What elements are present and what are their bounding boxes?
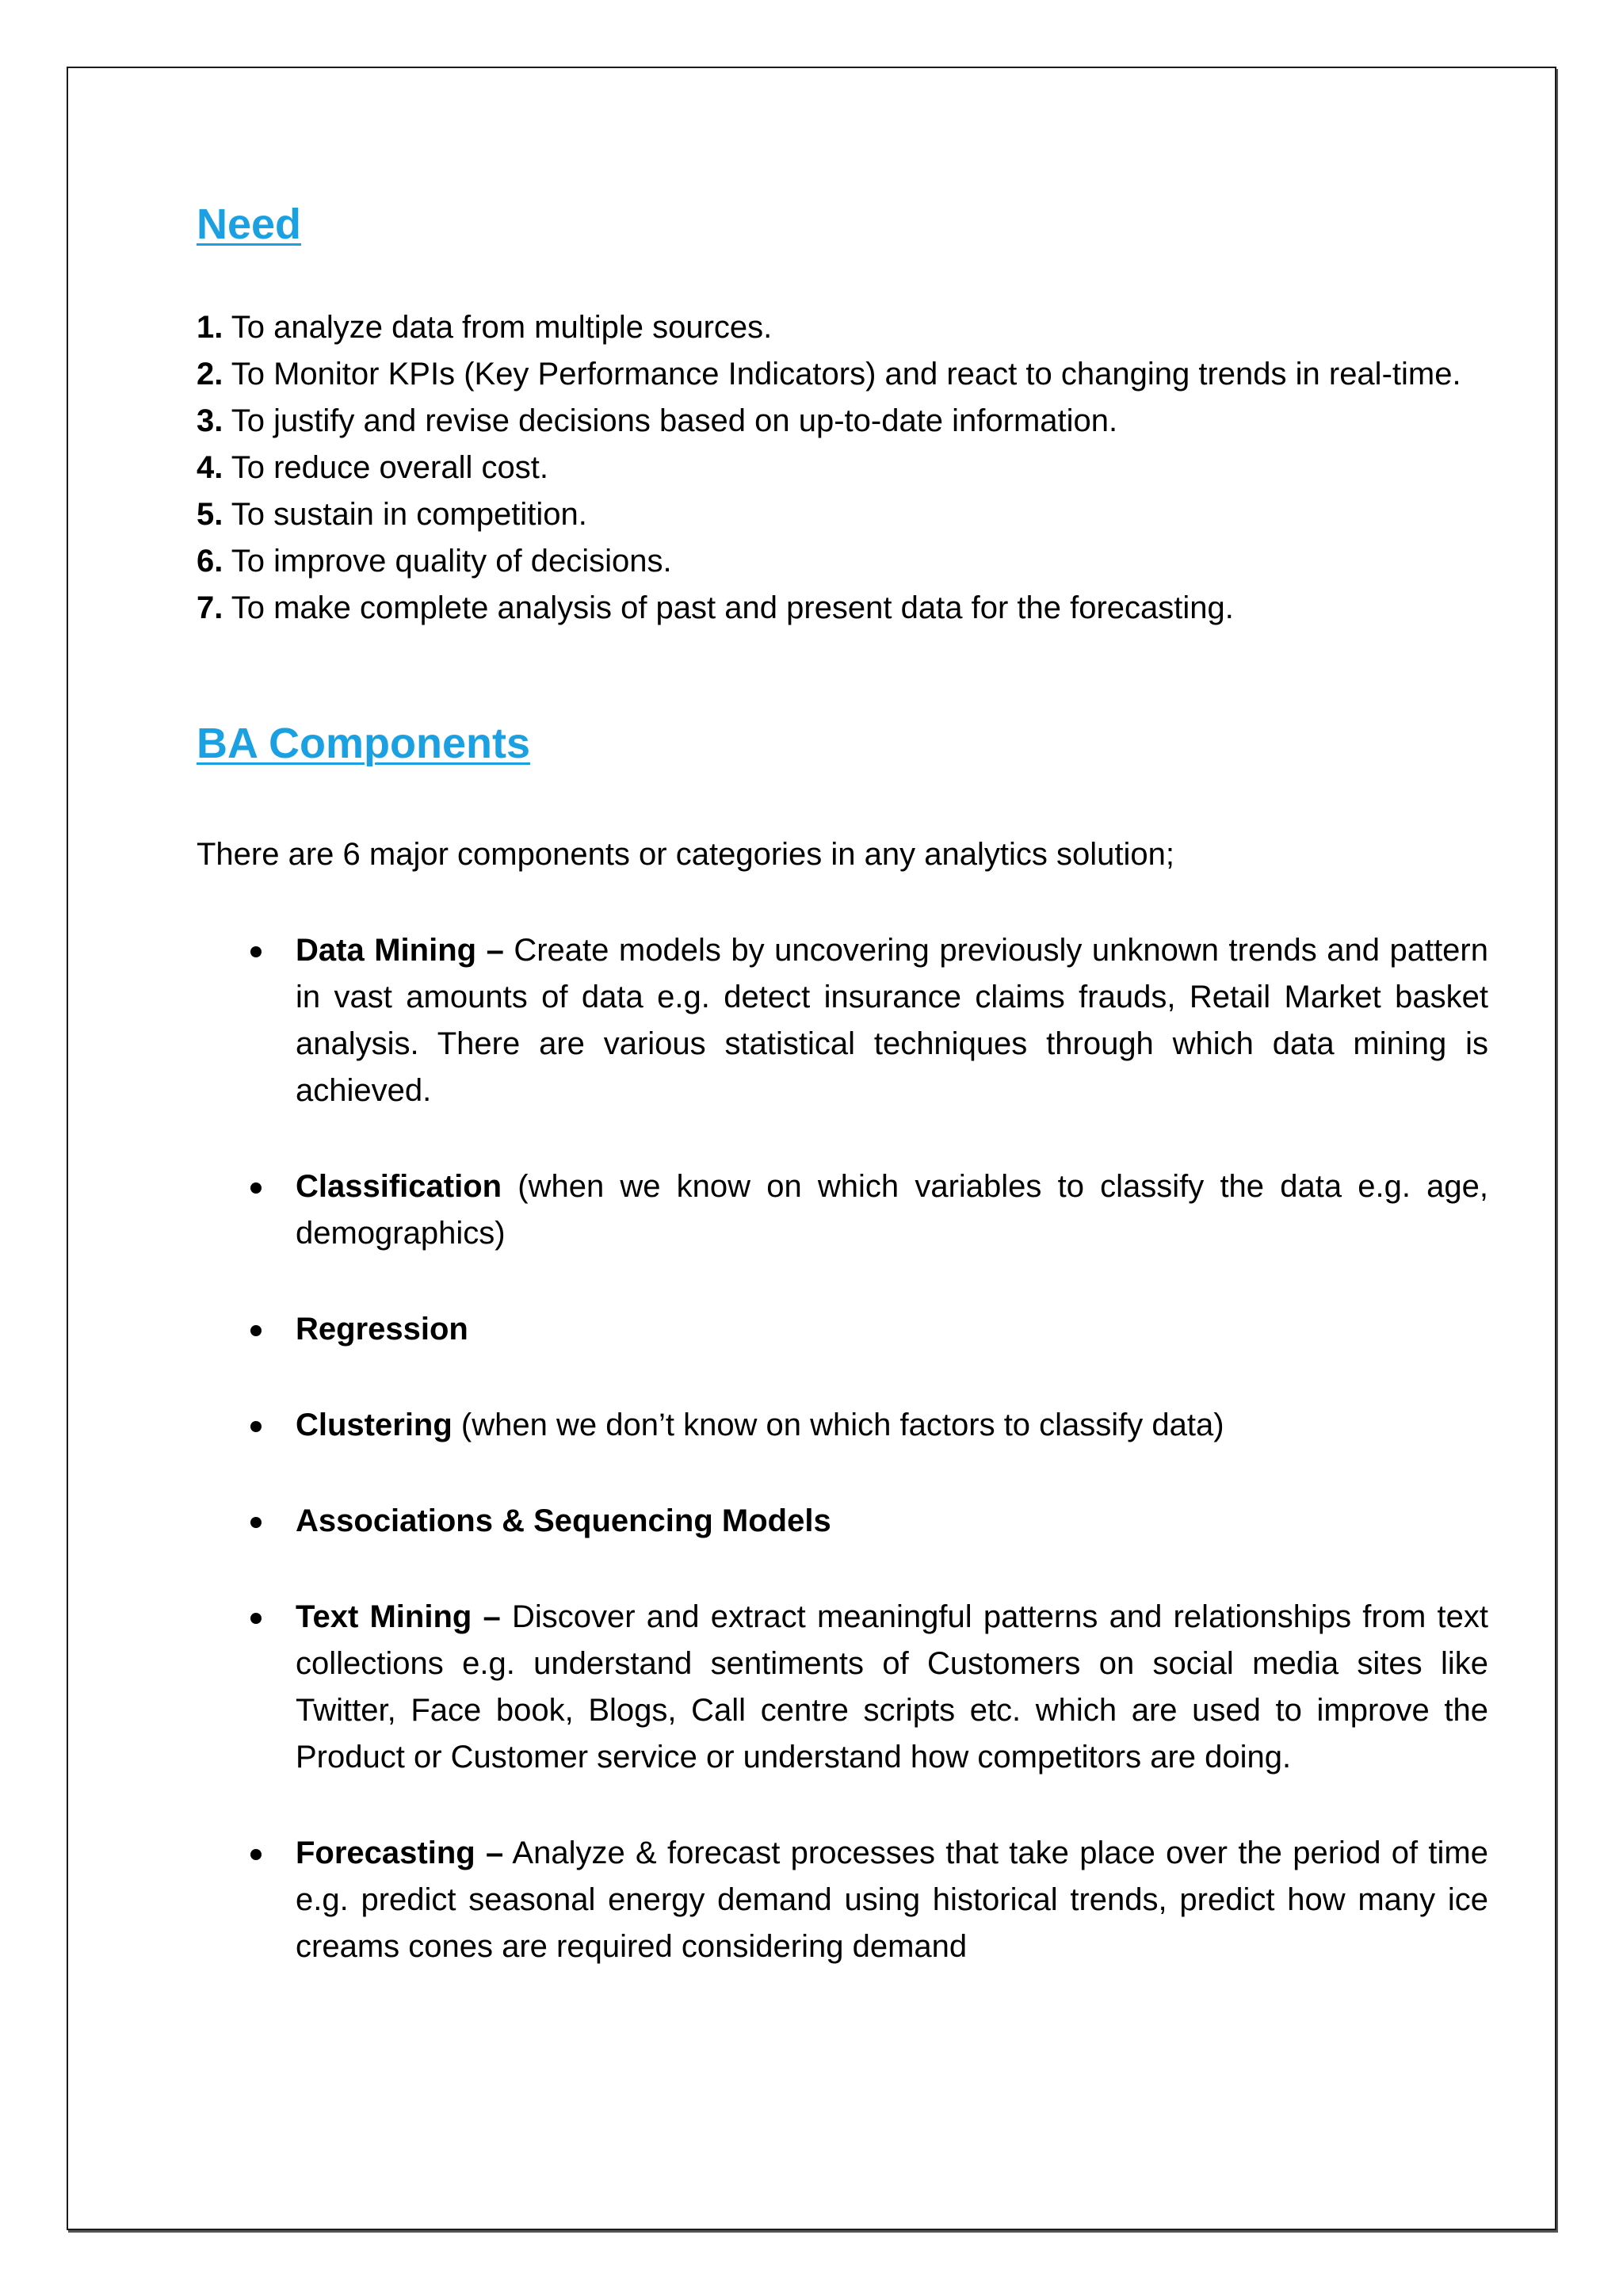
component-description: Create models by uncovering previously unknown trends and pattern in vast amounts of data e.g. detect insurance claims frauds, Retail Market basket analysis. There are various statistical techniques through which data mining is achieved. <box>296 933 1488 1108</box>
component-item <box>197 1498 1488 1545</box>
component-item <box>197 927 1488 1114</box>
component-description: (when we know on which variables to classify the data e.g. age, demographics) <box>296 1169 1488 1251</box>
bullet-icon <box>250 1325 262 1336</box>
component-term: Data Mining – <box>296 933 504 968</box>
component-term: Forecasting – <box>296 1836 504 1870</box>
component-item <box>197 1830 1488 1970</box>
need-item-text: To make complete analysis of past and present data for the forecasting. <box>223 590 1234 625</box>
need-item <box>197 445 1488 491</box>
need-item <box>197 304 1488 351</box>
need-item <box>197 585 1488 632</box>
need-item-number: 3. <box>197 403 223 438</box>
need-item <box>197 491 1488 538</box>
need-item-number: 7. <box>197 590 223 625</box>
need-item <box>197 351 1488 398</box>
bullet-icon <box>250 1182 262 1194</box>
need-item-number: 4. <box>197 450 223 485</box>
component-term: Classification <box>296 1169 502 1204</box>
need-item-number: 5. <box>197 497 223 532</box>
need-item-number: 6. <box>197 544 223 579</box>
need-item <box>197 538 1488 585</box>
component-term: Associations & Sequencing Models <box>296 1503 831 1538</box>
need-list <box>197 304 1488 632</box>
component-term: Regression <box>296 1312 468 1347</box>
component-term: Clustering <box>296 1408 453 1442</box>
component-item <box>197 1306 1488 1353</box>
ba-intro-text: There are 6 major components or categories in any analytics solution; <box>197 837 1174 872</box>
bullet-icon <box>250 1849 262 1860</box>
component-item <box>197 1594 1488 1781</box>
need-item <box>197 398 1488 445</box>
need-item-text: To justify and revise decisions based on up-to-date information. <box>223 403 1118 438</box>
component-item <box>197 1402 1488 1449</box>
component-description: Discover and extract meaningful patterns and relationships from text collections e.g. understand sentiments of Customers on social media sites like Twitter, Face book, Blogs, Call centre scripts etc. which are used to improve the Product or Customer service or understand how competitors are doing. <box>296 1599 1488 1775</box>
need-item-number: 1. <box>197 310 223 345</box>
ba-components-section <box>197 716 1488 1970</box>
need-item-text: To sustain in competition. <box>223 497 587 532</box>
document-content <box>197 197 1488 2019</box>
component-list <box>197 927 1488 1970</box>
bullet-icon <box>250 1613 262 1624</box>
bullet-icon <box>250 946 262 957</box>
ba-components-heading: BA Components <box>197 720 530 767</box>
component-description: Analyze & forecast processes that take place over the period of time e.g. predict seasonal energy demand using historical trends, predict how many ice creams cones are required considering demand <box>296 1836 1489 1964</box>
need-heading: Need <box>197 201 302 248</box>
component-description: (when we don’t know on which factors to classify data) <box>452 1408 1224 1442</box>
need-item-text: To reduce overall cost. <box>223 450 548 485</box>
need-item-text: To improve quality of decisions. <box>223 544 672 579</box>
component-term: Text Mining – <box>296 1599 501 1634</box>
bullet-icon <box>250 1517 262 1528</box>
need-item-number: 2. <box>197 357 223 392</box>
component-item <box>197 1163 1488 1257</box>
bullet-icon <box>250 1421 262 1432</box>
need-item-text: To Monitor KPIs (Key Performance Indicators) and react to changing trends in real-time. <box>223 357 1461 392</box>
need-item-text: To analyze data from multiple sources. <box>223 310 773 345</box>
